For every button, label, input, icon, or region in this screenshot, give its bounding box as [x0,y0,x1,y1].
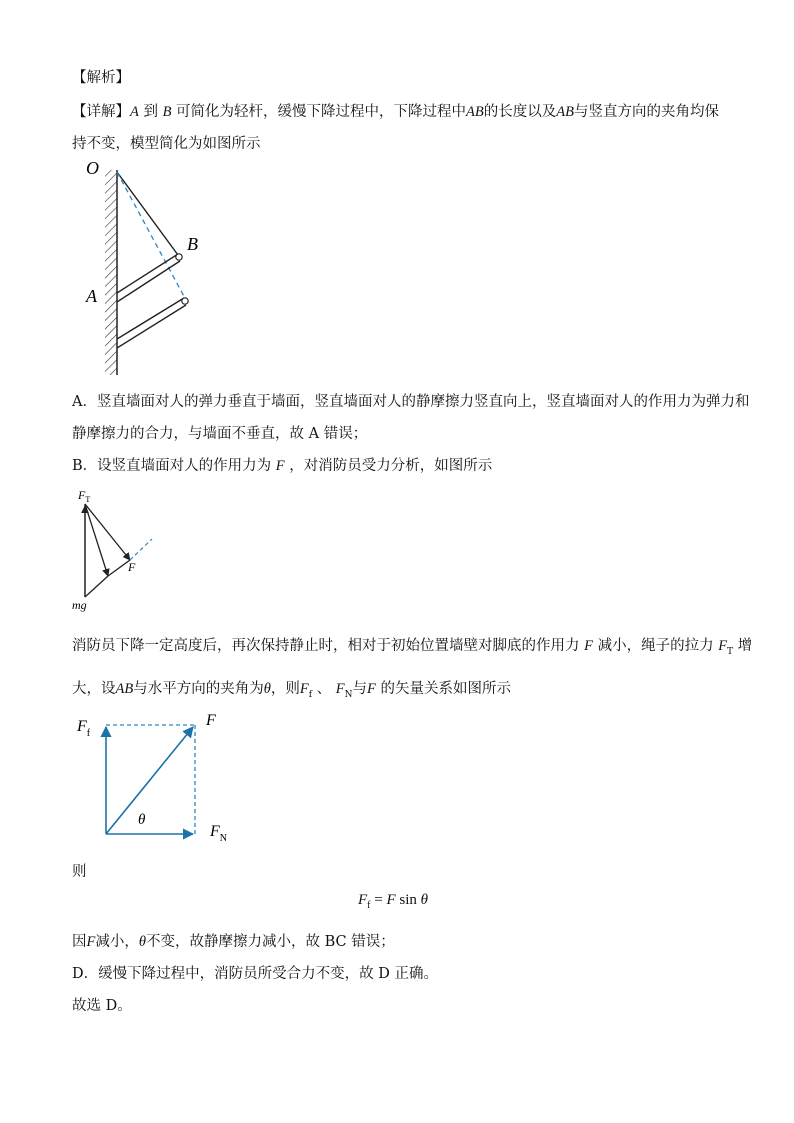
dashed-extension [130,539,152,560]
explain-line-2 [72,677,511,700]
label-f: F [128,560,136,574]
joint-lower [182,298,188,304]
var-ab: AB [115,681,134,697]
var-ab: AB [466,104,484,120]
option-b-line [72,454,492,475]
var-f: F [275,458,285,474]
wall-rod-figure [80,150,220,380]
answer-line: 故选 D。 [72,998,132,1014]
eq-lhs: F [358,892,368,908]
text: 、 [316,681,332,697]
var-a: A [130,104,139,120]
var-f: F [86,934,96,950]
text: 的长度以及 [483,104,557,120]
text: 减小， [95,934,139,950]
eq-lhs-sub: f [367,900,371,911]
detail-line-2: 持不变，模型简化为如图所示 [72,136,261,152]
link-a [108,560,130,576]
rope-line [117,172,178,255]
rope-dashed-line [117,172,186,300]
text: 到 [143,104,158,120]
var-theta: θ [263,681,271,697]
option-a-line-1: A．竖直墙面对人的弹力垂直于墙面，竖直墙面对人的静摩擦力竖直向上，竖直墙面对人的作用力为弹力和 [72,394,750,410]
label-a: A [86,286,97,306]
equation [358,892,428,911]
label-o: O [86,158,99,178]
then-line: 则 [72,864,87,880]
label-ft: $F_T$ [78,488,91,504]
text: 与水平方向的夹角为 [133,681,264,697]
label-ff: $F_f$ [77,718,91,739]
force-triangle-figure [68,484,168,614]
rod-upper-2 [117,261,180,302]
var-ff: F [299,681,309,697]
option-d-line: D．缓慢下降过程中，消防员所受合力不变，故 D 正确。 [72,966,438,982]
vector-f [106,727,193,834]
section-heading-analysis: 【解析】 [72,70,130,86]
rod-lower-1 [117,298,184,339]
label-mg: mg [72,598,87,612]
var-theta: θ [138,934,146,950]
option-a-line-2: 静摩擦力的合力，与墙面不垂直，故 A 错误； [72,426,368,442]
rod-upper-1 [117,254,178,293]
var-f: F [367,681,376,697]
wall-hatch [105,170,117,375]
eq-sign: = [374,892,383,908]
text: ，对消防员受力分析，如图所示 [289,458,493,474]
rod-lower-2 [117,305,186,348]
vector-f [85,504,130,560]
var-ab: AB [556,104,574,120]
link-b [85,576,108,597]
sub-f: f [308,689,313,700]
var-ft: F [718,638,728,654]
text: ，则 [270,681,300,697]
vector-rectangle-figure [72,706,242,846]
text: 因 [72,934,87,950]
text: 减小，绳子的拉力 [597,638,714,654]
sub-t: T [727,646,734,657]
explain-line-1 [72,634,752,657]
detail-line-1 [72,100,719,121]
conclusion-bc-line [72,930,395,951]
eq-f: F [386,892,396,908]
text: 可简化为轻杆，缓慢下降过程中，下降过程中 [176,104,467,120]
sub-n: N [344,689,353,700]
label-fn: $F_N$ [210,823,228,844]
text: 增 [737,638,753,654]
eq-sin: sin [399,892,417,908]
label-b: B [187,234,198,254]
detail-label: 【详解】 [72,104,130,120]
var-f: F [584,638,593,654]
text: 不变，故静摩擦力减小，故 BC 错误； [145,934,395,950]
text: 与 [352,681,367,697]
text: 的矢量关系如图所示 [380,681,511,697]
label-theta: θ [138,812,146,828]
var-fn: F [335,681,345,697]
vector-mg-dir [85,504,108,576]
text: 与竖直方向的夹角均保 [573,104,719,120]
text: 消防员下降一定高度后，再次保持静止时，相对于初始位置墙壁对脚底的作用力 [72,638,580,654]
label-f: F [206,712,216,729]
joint-b [176,254,182,260]
text: 大，设 [72,681,116,697]
var-b: B [162,104,172,120]
eq-theta: θ [420,892,429,908]
text: B．设竖直墙面对人的作用力为 [72,458,272,474]
